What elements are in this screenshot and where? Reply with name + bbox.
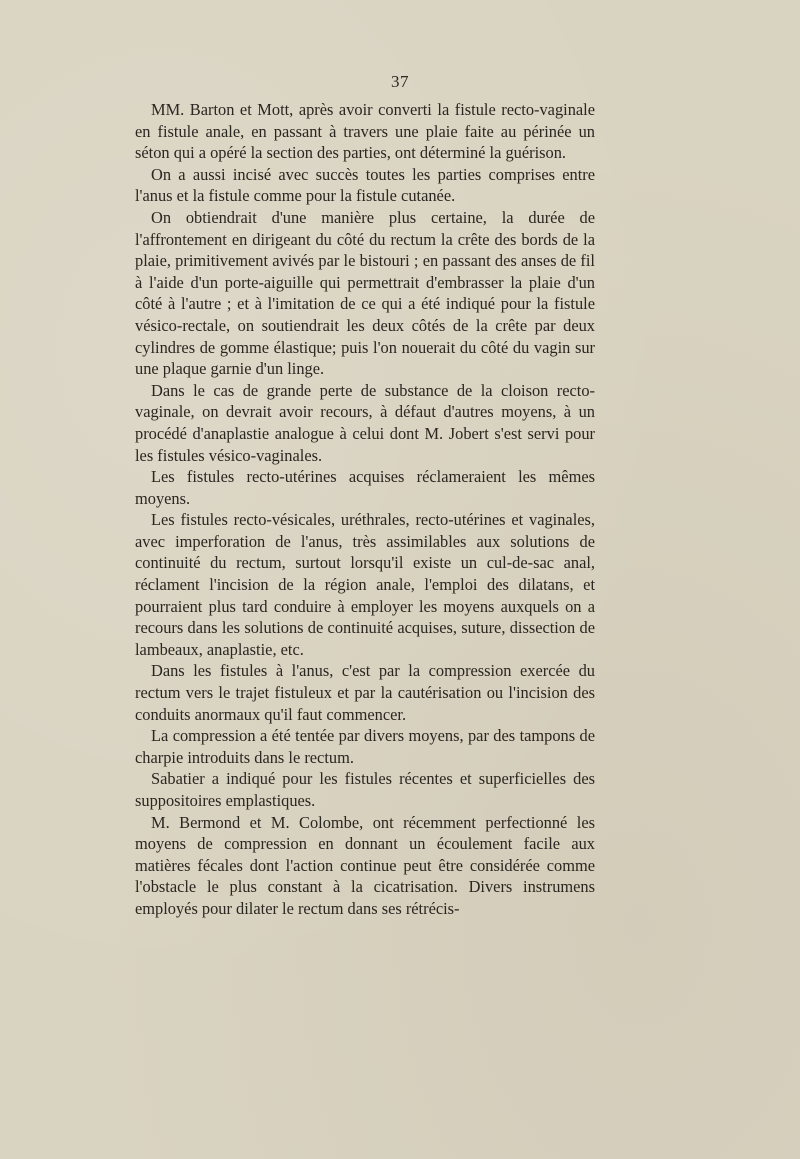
paragraph: On a aussi incisé avec succès toutes les parties comprises entre l'anus et la fistule comme pour la fistule cutanée. <box>135 164 595 206</box>
paragraph: Les fistules recto-vésicales, uréthrales, recto-utérines et vaginales, avec imperforation de l'anus, très assimilables aux solutions de continuité du rectum, surtout lorsqu'il existe un cul-de-sac anal, réclament l'incision de la région anale, l'emploi des dilatans, et pourraient plus tard conduire à employer les moyens auxquels on a recours dans les solutions de continuité acquises, suture, dissection de lambeaux, anaplastie, etc. <box>135 510 595 659</box>
paragraph: Dans le cas de grande perte de substance de la cloison recto-vaginale, on devrait avoir recours, à défaut d'autres moyens, à un procédé d'anaplastie analogue à celui dont M. Jobert s'est servi pour les fistules vésico-vaginales. <box>135 380 595 465</box>
paragraph: Les fistules recto-utérines acquises réclameraient les mêmes moyens. <box>135 467 595 508</box>
paragraph: On obtiendrait d'une manière plus certaine, la durée de l'affrontement en dirigeant du côté du rectum la crête des bords de la plaie, primitivement avivés par le bistouri ; en passant des anses de fil à l'aide d'un porte-aiguille qui permettrait d'embrasser la plaie d'un côté à l'autre ; et à l'imitation de ce qui a été indiqué pour la fistule vésico-rectale, on soutiendrait les deux côtés de la crête par deux cylindres de gomme élastique; puis l'on nouerait du côté du vagin sur une plaque garnie d'un linge. <box>135 207 595 379</box>
paragraph: Sabatier a indiqué pour les fistules récentes et superficielles des suppositoires emplastiques. <box>135 769 595 810</box>
paragraph: M. Bermond et M. Colombe, ont récemment perfectionné les moyens de compression en donnant un écoulement facile aux matières fécales dont l'action continue peut être considérée comme l'obstacle le plus constant à la cicatrisation. Divers instrumens employés pour dilater le rectum dans ses rétrécis- <box>135 812 595 918</box>
body-text <box>135 99 595 920</box>
paragraph: La compression a été tentée par divers moyens, par des tampons de charpie introduits dans le rectum. <box>135 726 595 767</box>
paragraph: MM. Barton et Mott, après avoir converti la fistule recto-vaginale en fistule anale, en passant à travers une plaie faite au périnée un séton qui a opéré la section des parties, ont déterminé la guérison. <box>135 100 595 163</box>
paragraph: Dans les fistules à l'anus, c'est par la compression exercée du rectum vers le trajet fistuleux et par la cautérisation ou l'incision des conduits anormaux qu'il faut commencer. <box>135 661 595 724</box>
page-number: 37 <box>391 72 409 91</box>
